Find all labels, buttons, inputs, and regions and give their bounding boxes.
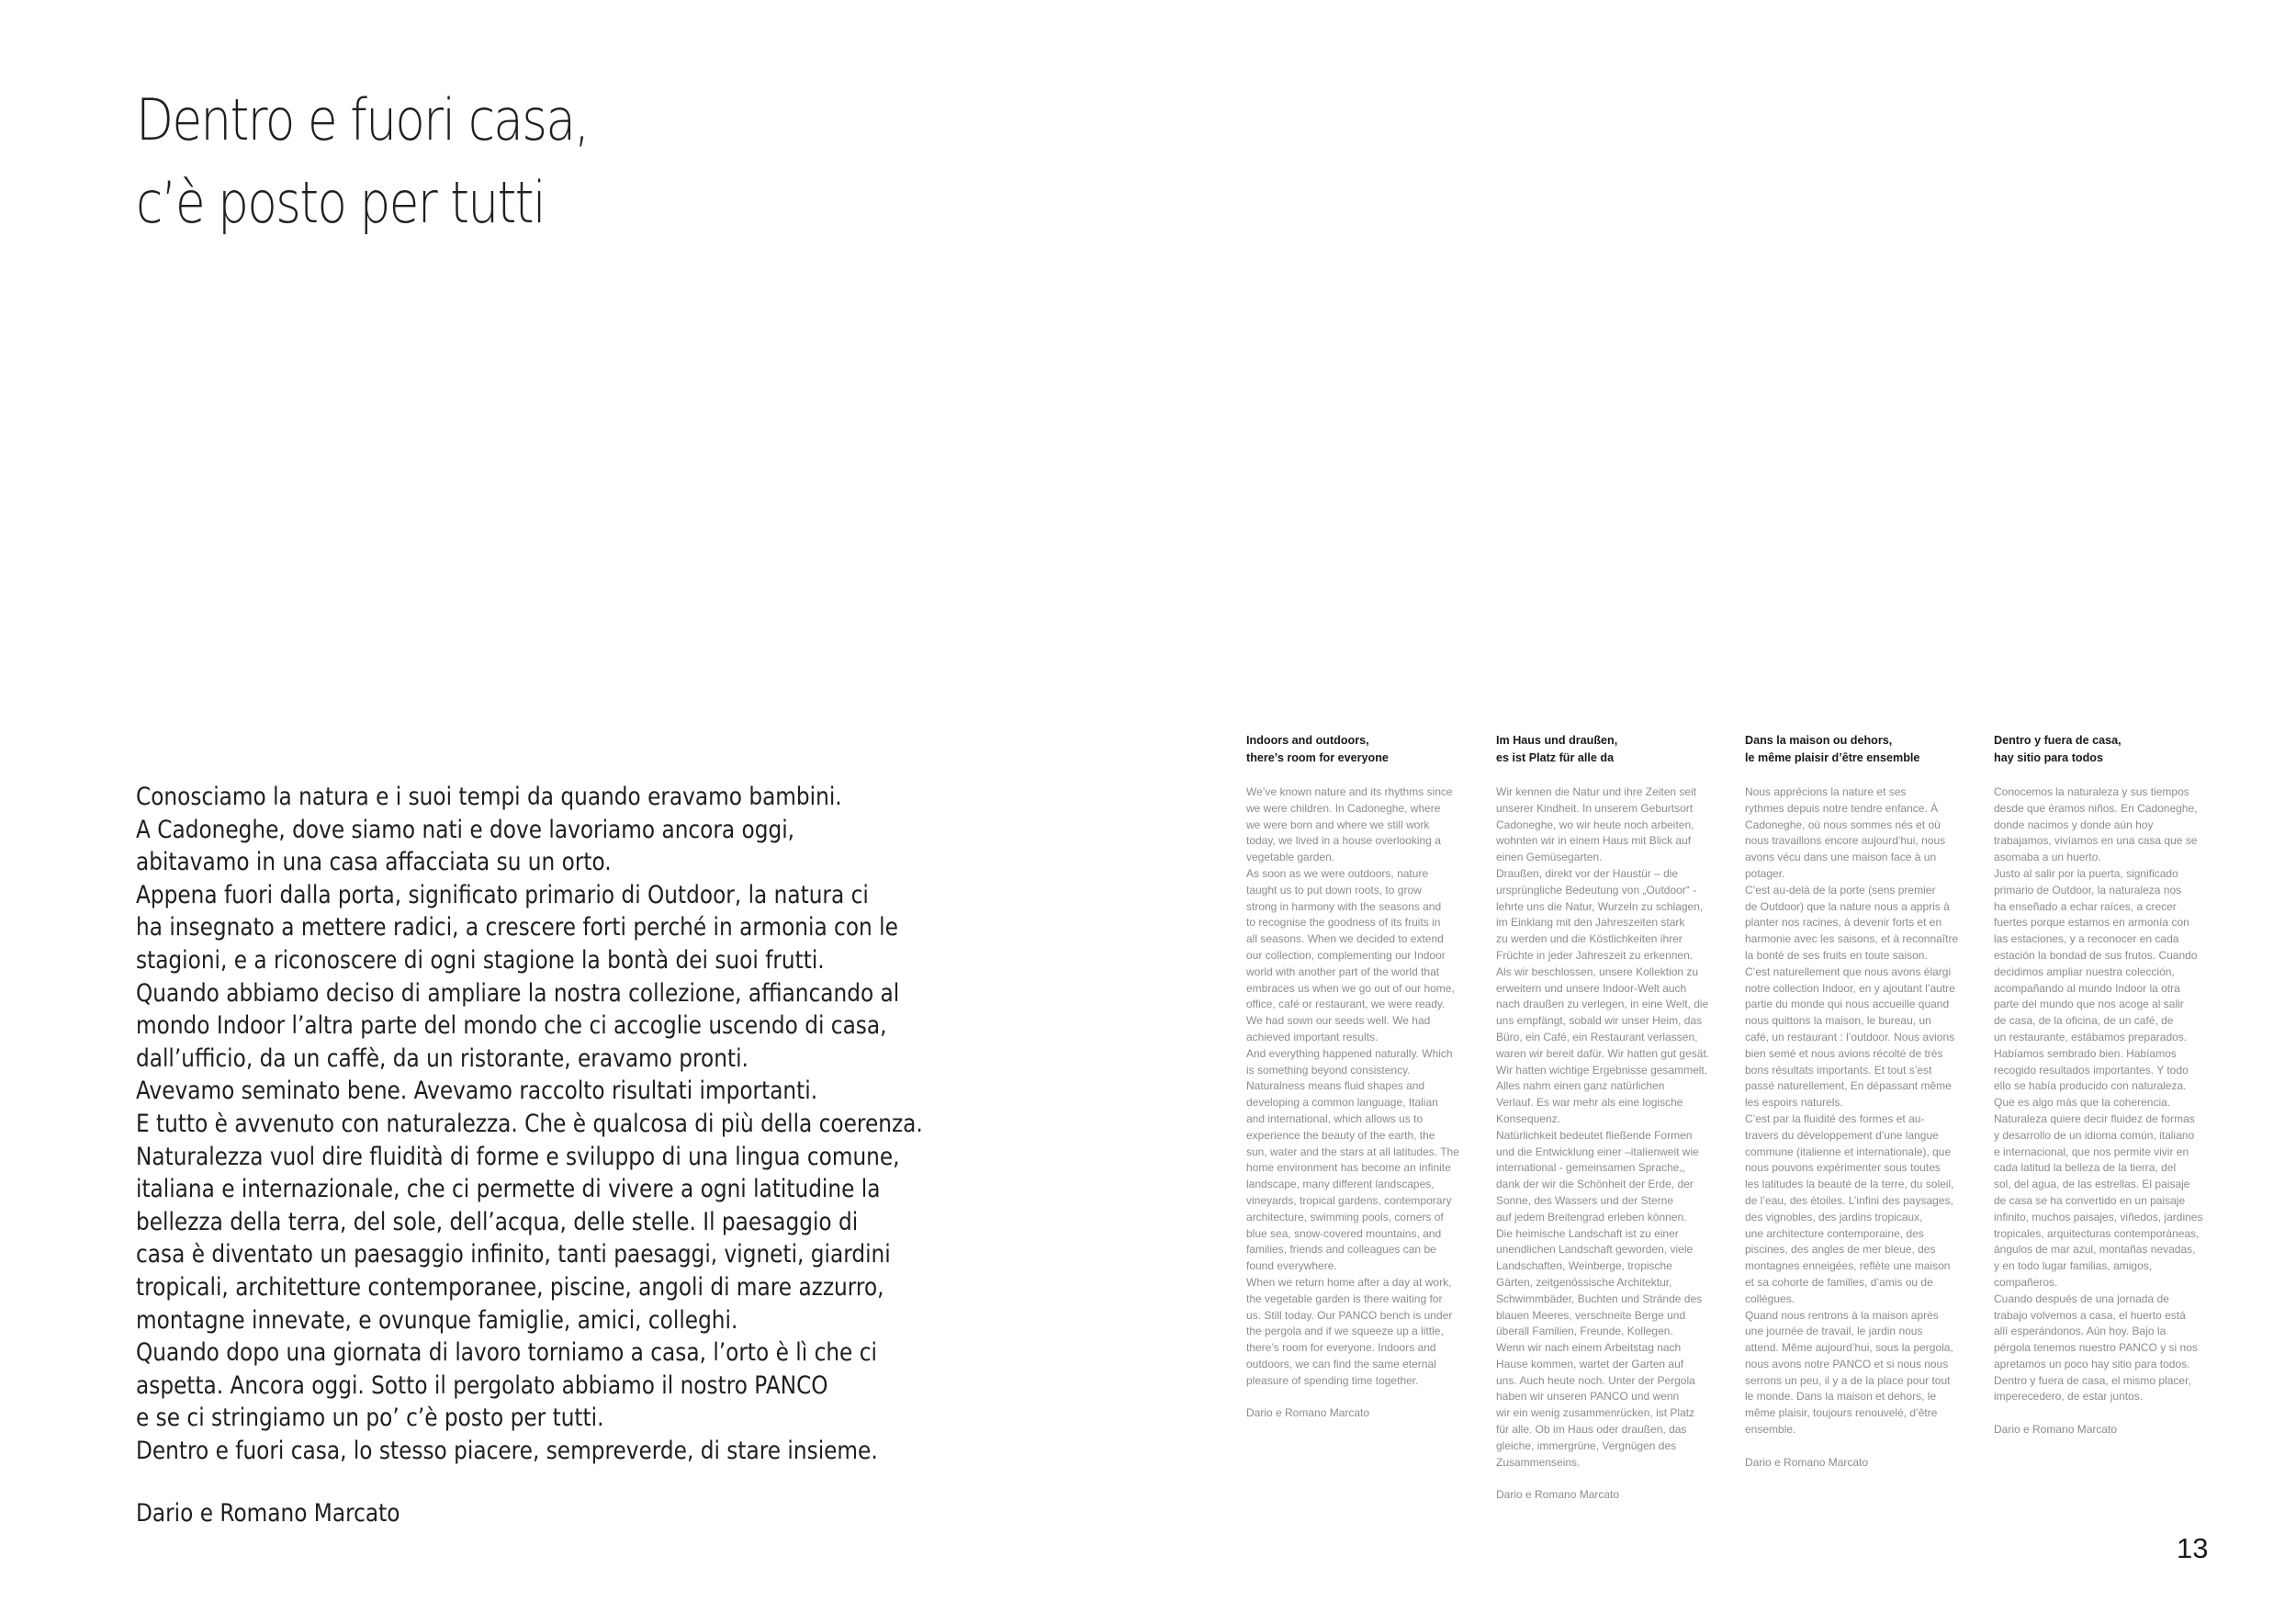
spanish-heading [1994, 732, 2269, 767]
german-body-line: waren wir bereit dafür. Wir hatten gut gesät. [1496, 1046, 1710, 1060]
french-body-line: montagnes enneigées, reflète une maison [1745, 1259, 1951, 1273]
english-body-line: outdoors, we can find the same eternal [1246, 1357, 1436, 1370]
italian-body-line: e se ci stringiamo un po’ c’è posto per tutti. [136, 1404, 604, 1433]
german-body-line: wohnten wir in einem Haus mit Blick auf [1496, 834, 1692, 848]
spanish-body-line: trabajamos, vivíamos en una casa que se [1994, 834, 2198, 848]
french-body-line: nous avons notre PANCO et si nous nous [1745, 1357, 1949, 1370]
spanish-body-line: allí esperándonos. Aún hoy. Bajo la [1994, 1325, 2167, 1338]
italian-body-line: Naturalezza vuol dire fluidità di forme e sviluppo di una lingua comune, [136, 1142, 900, 1171]
english-body-line: As soon as we were outdoors, nature [1246, 866, 1429, 880]
french-body-line: rythmes depuis notre tendre enfance. À [1745, 801, 1939, 815]
german-body-line: uns empfängt, sobald wir unser Heim, das [1496, 1014, 1703, 1028]
english-body-line: we were children. In Cadoneghe, where [1246, 801, 1441, 815]
german-body-line: unendlichen Landschaft geworden, viele [1496, 1243, 1694, 1257]
german-body-line: uns. Auch heute noch. Unter der Pergola [1496, 1373, 1695, 1387]
german-body-line: erweitern und unsere Indoor-Welt auch [1496, 981, 1687, 995]
spanish-body-line: tropicales, arquitecturas contemporáneas, [1994, 1226, 2200, 1240]
german-body-line: Büro, ein Café, ein Restaurant verlassen, [1496, 1030, 1698, 1043]
italian-body-line: italiana e internazionale, che ci permette di vivere a ogni latitudine la [136, 1175, 881, 1204]
french-signature: Dario e Romano Marcato [1745, 1455, 1869, 1469]
english-body-line: we were born and where we still work [1246, 818, 1430, 831]
english-body-line: vineyards, tropical gardens, contemporary [1246, 1193, 1452, 1207]
italian-body-line: Avevamo seminato bene. Avevamo raccolto risultati importanti. [136, 1077, 818, 1106]
german-body-line: Schwimmbäder, Buchten und Strände des [1496, 1291, 1703, 1305]
italian-body-line: ha insegnato a mettere radici, a crescere forti perché in armonia con le [136, 913, 898, 942]
german-body-line: Verlauf. Es war mehr als eine logische [1496, 1096, 1683, 1110]
spanish-body-line: estación la bondad de sus frutos. Cuando [1994, 948, 2198, 962]
spanish-signature: Dario e Romano Marcato [1994, 1423, 2118, 1437]
english-body-line: strong in harmony with the seasons and [1246, 899, 1442, 913]
spanish-body-line: recogido resultados importantes. Y todo [1994, 1063, 2189, 1077]
german-body-line: auf jedem Breitengrad erleben können. [1496, 1210, 1687, 1224]
french-body-line: Cadoneghe, où nous sommes nés et où [1745, 818, 1941, 831]
english-body-line: embraces us when we go out of our home, [1246, 981, 1455, 995]
german-body-line: ursprüngliche Bedeutung von „Outdoor“ - [1496, 883, 1697, 897]
italian-body-line: mondo Indoor l’altra parte del mondo che ci accoglie uscendo di casa, [136, 1011, 887, 1041]
english-body-line: experience the beauty of the earth, the [1246, 1128, 1435, 1142]
spanish-body-line: acompañando al mundo Indoor la otra [1994, 981, 2180, 995]
german-signature: Dario e Romano Marcato [1496, 1488, 1620, 1502]
french-body-line: travers du développement d’une langue [1745, 1128, 1939, 1142]
german-body-line: blauen Meeres, verschneite Berge und [1496, 1308, 1686, 1322]
german-body-line: gleiche, immergrüne, Vergnügen des [1496, 1438, 1677, 1452]
italian-body-line: Conosciamo la natura e i suoi tempi da quando eravamo bambini. [136, 783, 842, 811]
french-body-line: la bonté de ses fruits en toute saison. [1745, 948, 1928, 962]
spanish-body-line: Habíamos sembrado bien. Habíamos [1994, 1046, 2177, 1060]
french-body-line: attend. Même aujourd’hui, sous la pergola, [1745, 1341, 1953, 1355]
spanish-body-line: y desarrollo de un idioma común, italiano [1994, 1128, 2195, 1142]
german-body-line: Als wir beschlossen, unsere Kollektion zu [1496, 964, 1699, 978]
english-heading-line-2: there’s room for everyone [1246, 751, 1389, 764]
french-body-line: le monde. Dans la maison et dehors, le [1745, 1390, 1937, 1404]
german-body-line: Konsequenz. [1496, 1111, 1561, 1125]
italian-body-line: Appena fuori dalla porta, significato primario di Outdoor, la natura ci [136, 880, 869, 909]
english-body-line: blue sea, snow-covered mountains, and [1246, 1226, 1442, 1240]
italian-body-line: tropicali, architetture contemporanee, piscine, angoli di mare azzurro, [136, 1272, 884, 1302]
french-body-line: partie du monde qui nous accueille quand [1745, 998, 1950, 1011]
english-body-text [1246, 784, 1522, 1389]
german-body-line: zu werden und die Köstlichkeiten ihrer [1496, 932, 1683, 946]
french-body-line: ensemble. [1745, 1423, 1796, 1437]
spanish-body-line: e internacional, que nos permite vivir en [1994, 1145, 2189, 1158]
french-body-text [1745, 784, 2020, 1438]
french-body-line: nous quittons la maison, le bureau, un [1745, 1014, 1931, 1028]
english-body-line: found everywhere. [1246, 1259, 1337, 1273]
french-body-line: notre collection Indoor, en y ajoutant l’autre [1745, 981, 1955, 995]
french-body-line: les latitudes la beauté de la terre, du soleil, [1745, 1178, 1954, 1191]
spanish-column [1994, 732, 2269, 1438]
german-body-line: Gärten, zeitgenössische Architektur, [1496, 1275, 1672, 1289]
german-body-line: Cadoneghe, wo wir heute noch arbeiten, [1496, 818, 1694, 831]
spanish-body-line: donde nacimos y donde aún hoy [1994, 818, 2154, 831]
spanish-body-line: ángulos de mar azul, montañas nevadas, [1994, 1243, 2196, 1257]
french-body-line: commune (italienne et internationale), que [1745, 1145, 1952, 1158]
german-body-text [1496, 784, 1772, 1471]
spanish-body-line: decidimos ampliar nuestra colección, [1994, 964, 2175, 978]
french-body-line: une architecture contemporaine, des [1745, 1226, 1924, 1240]
spanish-body-line: parte del mundo que nos acoge al salir [1994, 998, 2184, 1011]
spanish-heading-line-1: Dentro y fuera de casa, [1994, 734, 2122, 747]
german-body-line: lehrte uns die Natur, Wurzeln zu schlagen, [1496, 899, 1704, 913]
english-heading-line-1: Indoors and outdoors, [1246, 734, 1369, 747]
italian-body-line: aspetta. Ancora oggi. Sotto il pergolato abbiamo il nostro PANCO [136, 1370, 828, 1400]
french-body-line: C’est naturellement que nous avons élargi [1745, 964, 1952, 978]
german-body-line: überall Familien, Freunde, Kollegen. [1496, 1325, 1673, 1338]
french-body-line: bien semé et nous avions récolté de très [1745, 1046, 1943, 1060]
german-body-line: international - gemeinsamen Sprache,, [1496, 1161, 1686, 1175]
italian-body-line: bellezza della terra, del sole, dell’acqua, delle stelle. Il paesaggio di [136, 1207, 859, 1236]
german-body-line: Natürlichkeit bedeutet fließende Formen [1496, 1128, 1693, 1142]
french-body-line: collègues. [1745, 1291, 1795, 1305]
german-heading [1496, 732, 1772, 767]
french-body-line: Nous apprécions la nature et ses [1745, 785, 1907, 798]
spanish-body-line: pérgola tenemos nuestro PANCO y si nos [1994, 1341, 2198, 1355]
french-heading [1745, 732, 2020, 767]
french-body-line: Quand nous rentrons à la maison après [1745, 1308, 1939, 1322]
italian-signature: Dario e Romano Marcato [136, 1499, 400, 1528]
spanish-body-line: sol, del agua, de las estrellas. El paisaje [1994, 1178, 2190, 1191]
english-body-line: architecture, swimming pools, corners of [1246, 1210, 1444, 1224]
italian-body-line: Quando abbiamo deciso di ampliare la nostra collezione, affiancando al [136, 978, 900, 1008]
italian-body-line: E tutto è avvenuto con naturalezza. Che è qualcosa di più della coerenza. [136, 1109, 923, 1138]
spanish-body-line: trabajo volvemos a casa, el huerto está [1994, 1308, 2186, 1322]
spanish-body-line: compañeros. [1994, 1275, 2058, 1289]
french-body-line: nous travaillons encore aujourd’hui, nous [1745, 834, 1946, 848]
german-body-line: unserer Kindheit. In unserem Geburtsort [1496, 801, 1694, 815]
french-column [1745, 732, 2020, 1471]
german-body-line: Draußen, direkt vor der Haustür – die [1496, 866, 1679, 880]
spanish-body-line: Dentro y fuera de casa, el mismo placer, [1994, 1373, 2191, 1387]
english-body-line: We had sown our seeds well. We had [1246, 1014, 1431, 1028]
spanish-heading-line-2: hay sitio para todos [1994, 751, 2103, 764]
spanish-body-line: las estaciones, y a reconocer en cada [1994, 932, 2179, 946]
english-body-line: world with another part of the world that [1246, 964, 1440, 978]
spanish-body-line: Cuando después de una jornada de [1994, 1291, 2169, 1305]
spanish-body-line: de casa, de la oficina, de un café, de [1994, 1014, 2174, 1028]
english-body-line: developing a common language, Italian [1246, 1096, 1438, 1110]
english-body-line: today, we lived in a house overlooking a [1246, 834, 1441, 848]
english-body-line: families, friends and colleagues can be [1246, 1243, 1436, 1257]
french-heading-line-1: Dans la maison ou dehors, [1745, 734, 1893, 747]
english-body-line: is something beyond consistency. [1246, 1063, 1411, 1077]
french-body-line: nous pouvons expérimenter sous toutes [1745, 1161, 1941, 1175]
english-body-line: to recognise the goodness of its fruits in [1246, 916, 1441, 930]
german-body-line: Zusammenseins. [1496, 1455, 1581, 1469]
english-body-line: landscape, many different landscapes, [1246, 1178, 1435, 1191]
german-body-line: einen Gemüsegarten. [1496, 851, 1603, 864]
german-body-line: für alle. Ob im Haus oder draußen, das [1496, 1423, 1687, 1437]
german-body-line: wir ein wenig zusammenrücken, ist Platz [1496, 1406, 1695, 1420]
spanish-body-line: y en todo lugar familias, amigos, [1994, 1259, 2153, 1273]
spanish-body-line: Naturaleza quiere decir fluidez de formas [1994, 1111, 2195, 1125]
english-body-line: And everything happened naturally. Which [1246, 1046, 1453, 1060]
french-body-line: avons vécu dans une maison face à un [1745, 851, 1937, 864]
spanish-body-line: apretamos un poco hay sitio para todos. [1994, 1357, 2190, 1370]
german-body-line: nach draußen zu verlegen, in eine Welt, die [1496, 998, 1709, 1011]
french-body-line: potager. [1745, 866, 1785, 880]
spanish-body-line: Que es algo más que la coherencia. [1994, 1096, 2171, 1110]
english-body-line: us. Still today. Our PANCO bench is under [1246, 1308, 1453, 1322]
title-line-2: c’è posto per tutti [136, 169, 545, 236]
italian-body-line: dall’ufficio, da un caffè, da un ristorante, eravamo pronti. [136, 1043, 748, 1073]
english-signature: Dario e Romano Marcato [1246, 1406, 1370, 1420]
spanish-body-line: fuertes porque estamos en armonía con [1994, 916, 2189, 930]
spanish-body-text [1994, 784, 2269, 1405]
french-body-line: harmonie avec les saisons, et à reconnaître [1745, 932, 1959, 946]
french-heading-line-2: le même plaisir d’être ensemble [1745, 751, 1920, 764]
italian-body-line: abitavamo in una casa affacciata su un orto. [136, 848, 612, 877]
english-body-line: pleasure of spending time together. [1246, 1373, 1419, 1387]
german-body-line: Wenn wir nach einem Arbeitstag nach [1496, 1341, 1682, 1355]
spanish-body-line: ha enseñado a echar raíces, a crecer [1994, 899, 2177, 913]
french-body-line: une journée de travail, le jardin nous [1745, 1325, 1923, 1338]
english-body-line: sun, water and the stars at all latitudes. The [1246, 1145, 1459, 1158]
french-body-line: de Outdoor) que la nature nous a appris à [1745, 899, 1950, 913]
italian-body-line: montagne innevate, e ovunque famiglie, amici, colleghi. [136, 1305, 738, 1335]
german-body-line: dank der wir die Schönheit der Erde, der [1496, 1178, 1694, 1191]
english-body-line: the vegetable garden is there waiting for [1246, 1291, 1443, 1305]
french-body-line: passé naturellement, En dépassant même [1745, 1079, 1952, 1093]
italian-body-line: A Cadoneghe, dove siamo nati e dove lavoriamo ancora oggi, [136, 815, 795, 844]
french-body-line: et sa cohorte de familles, d’amis ou de [1745, 1275, 1933, 1289]
italian-body-text [136, 781, 923, 1467]
english-body-line: Naturalness means fluid shapes and [1246, 1079, 1425, 1093]
spanish-body-line: infinito, muchos paisajes, viñedos, jardines [1994, 1210, 2203, 1224]
french-body-line: C’est au-delà de la porte (sens premier [1745, 883, 1936, 897]
italian-body-line: casa è diventato un paesaggio infinito, tanti paesaggi, vigneti, giardini [136, 1240, 891, 1269]
spanish-body-line: Justo al salir por la puerta, significado [1994, 866, 2178, 880]
french-body-line: serrons un peu, il y a de la place pour tout [1745, 1373, 1951, 1387]
english-body-line: office, café or restaurant, we were ready. [1246, 998, 1446, 1011]
spanish-body-line: Conocemos la naturaleza y sus tiempos [1994, 785, 2189, 798]
german-body-line: und die Entwicklung einer –italienweit wie [1496, 1145, 1699, 1158]
italian-body-line: Dentro e fuori casa, lo stesso piacere, sempreverde, di stare insieme. [136, 1436, 878, 1465]
german-body-line: Wir hatten wichtige Ergebnisse gesammelt. [1496, 1063, 1708, 1077]
page-number: 13 [2177, 1532, 2209, 1564]
german-heading-line-1: Im Haus und draußen, [1496, 734, 1618, 747]
spanish-body-line: imperecedero, de estar juntos. [1994, 1390, 2144, 1404]
french-body-line: café, un restaurant : l’outdoor. Nous avions [1745, 1030, 1955, 1043]
english-body-line: and international, which allows us to [1246, 1111, 1424, 1125]
german-body-line: Landschaften, Weinberge, tropische [1496, 1259, 1672, 1273]
english-heading [1246, 732, 1522, 767]
english-body-line: all seasons. When we decided to extend [1246, 932, 1444, 946]
italian-body-line: stagioni, e a riconoscere di ogni stagione la bontà dei suoi frutti. [136, 945, 825, 975]
french-body-line: les espoirs naturels. [1745, 1096, 1843, 1110]
spanish-body-line: un restaurante, estábamos preparados. [1994, 1030, 2188, 1043]
page-title [136, 79, 847, 244]
german-body-line: haben wir unseren PANCO und wenn [1496, 1390, 1680, 1404]
title-line-1: Dentro e fuori casa, [136, 86, 589, 153]
english-body-line: there’s room for everyone. Indoors and [1246, 1341, 1436, 1355]
english-body-line: taught us to put down roots, to grow [1246, 883, 1422, 897]
english-body-line: When we return home after a day at work, [1246, 1275, 1452, 1289]
french-body-line: C’est par la fluidité des formes et au- [1745, 1111, 1925, 1125]
german-heading-line-2: es ist Platz für alle da [1496, 751, 1615, 764]
english-body-line: the pergola and if we squeeze up a little, [1246, 1325, 1444, 1338]
german-body-line: im Einklang mit den Jahreszeiten stark [1496, 916, 1685, 930]
spanish-body-line: de casa se ha convertido en un paisaje [1994, 1193, 2186, 1207]
french-body-line: bons résultats importants. Et tout s’est [1745, 1063, 1932, 1077]
french-body-line: piscines, des angles de mer bleue, des [1745, 1243, 1936, 1257]
spanish-body-line: asomaba a un huerto. [1994, 851, 2101, 864]
german-column [1496, 732, 1772, 1504]
english-body-line: We’ve known nature and its rhythms since [1246, 785, 1453, 798]
german-body-line: Früchte in jeder Jahreszeit zu erkennen. [1496, 948, 1694, 962]
french-body-line: de l’eau, des étoiles. L’infini des paysages, [1745, 1193, 1953, 1207]
english-body-line: vegetable garden. [1246, 851, 1335, 864]
german-body-line: Die heimische Landschaft ist zu einer [1496, 1226, 1679, 1240]
french-body-line: même plaisir, toujours renouvelé, d’être [1745, 1406, 1938, 1420]
english-body-line: achieved important results. [1246, 1030, 1379, 1043]
english-body-line: home environment has become an infinite [1246, 1161, 1451, 1175]
german-body-line: Hause kommen, wartet der Garten auf [1496, 1357, 1684, 1370]
italian-body-line: Quando dopo una giornata di lavoro torniamo a casa, l’orto è lì che ci [136, 1338, 877, 1368]
french-body-line: des vignobles, des jardins tropicaux, [1745, 1210, 1923, 1224]
spanish-body-line: ello se había producido con naturaleza. [1994, 1079, 2187, 1093]
german-body-line: Alles nahm einen ganz natürlichen [1496, 1079, 1665, 1093]
spanish-body-line: cada latitud la belleza de la tierra, del [1994, 1161, 2177, 1175]
german-body-line: Sonne, des Wassers und der Sterne [1496, 1193, 1673, 1207]
english-column [1246, 732, 1522, 1422]
spanish-body-line: desde que éramos niños. En Cadoneghe, [1994, 801, 2198, 815]
french-body-line: planter nos racines, à devenir forts et en [1745, 916, 1942, 930]
german-body-line: Wir kennen die Natur und ihre Zeiten seit [1496, 785, 1697, 798]
english-body-line: our collection, complementing our Indoor [1246, 948, 1446, 962]
spanish-body-line: primario de Outdoor, la naturaleza nos [1994, 883, 2182, 897]
